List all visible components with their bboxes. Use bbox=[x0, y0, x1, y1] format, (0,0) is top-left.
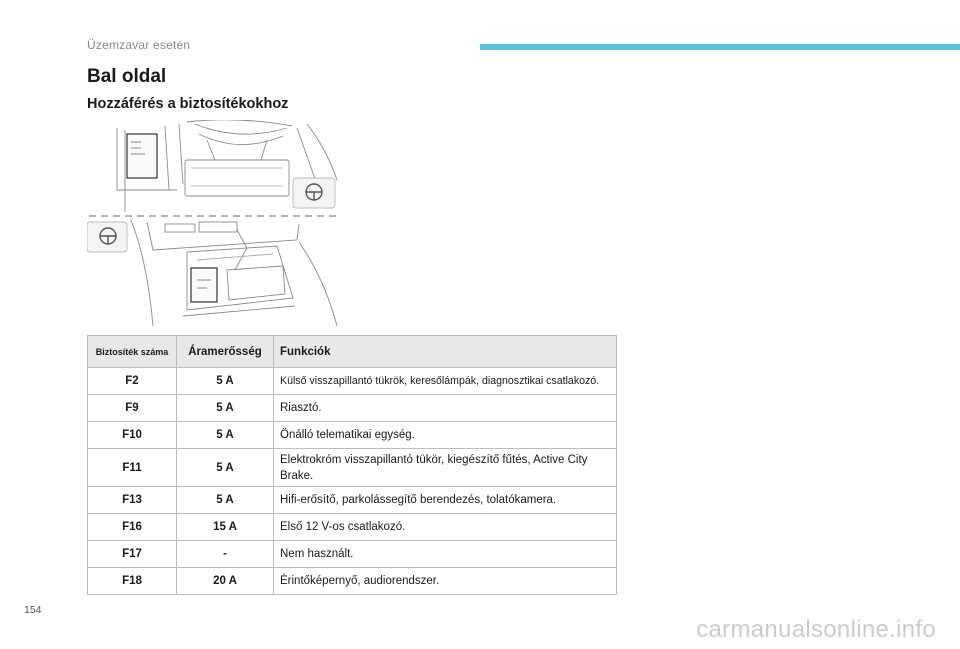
table-row bbox=[88, 422, 617, 449]
fuse-amperage: 15 A bbox=[177, 514, 274, 541]
table-row bbox=[88, 449, 617, 487]
table-header-row bbox=[88, 336, 617, 368]
fuse-amperage: 5 A bbox=[177, 449, 274, 487]
watermark-link[interactable]: carmanualsonline.info bbox=[696, 616, 936, 643]
fuse-amperage: 5 A bbox=[177, 487, 274, 514]
fuse-amperage: - bbox=[177, 541, 274, 568]
fuse-functions: Hifi-erősítő, parkolássegítő berendezés, tolatókamera. bbox=[274, 487, 617, 514]
header-fuse-number: Biztosíték száma bbox=[88, 336, 177, 368]
fuse-number: F17 bbox=[88, 541, 177, 568]
fuse-functions: Külső visszapillantó tükrök, keresőlámpák, diagnosztikai csatlakozó. bbox=[274, 368, 617, 395]
fuse-amperage: 20 A bbox=[177, 568, 274, 595]
fuse-amperage: 5 A bbox=[177, 368, 274, 395]
fuse-number: F11 bbox=[88, 449, 177, 487]
header-amperage: Áramerősség bbox=[177, 336, 274, 368]
fuse-functions: Első 12 V-os csatlakozó. bbox=[274, 514, 617, 541]
header-functions: Funkciók bbox=[274, 336, 617, 368]
table-row bbox=[88, 568, 617, 595]
fuse-functions: Érintőképernyő, audiorendszer. bbox=[274, 568, 617, 595]
fuse-functions: Nem használt. bbox=[274, 541, 617, 568]
fuse-functions: Riasztó. bbox=[274, 395, 617, 422]
fuse-amperage: 5 A bbox=[177, 395, 274, 422]
fuse-number: F16 bbox=[88, 514, 177, 541]
fuse-functions: Elektrokróm visszapillantó tükör, kiegészítő fűtés, Active City Brake. bbox=[274, 449, 617, 487]
fuse-table bbox=[87, 335, 617, 595]
fuse-number: F18 bbox=[88, 568, 177, 595]
fuse-number: F9 bbox=[88, 395, 177, 422]
table-row bbox=[88, 514, 617, 541]
table-row bbox=[88, 487, 617, 514]
table-row bbox=[88, 368, 617, 395]
page-subtitle: Hozzáférés a biztosítékokhoz bbox=[87, 96, 289, 112]
fuse-number: F2 bbox=[88, 368, 177, 395]
fuse-amperage: 5 A bbox=[177, 422, 274, 449]
fuse-number: F10 bbox=[88, 422, 177, 449]
fuse-access-illustration bbox=[87, 120, 343, 328]
fuse-functions: Önálló telematikai egység. bbox=[274, 422, 617, 449]
table-row bbox=[88, 395, 617, 422]
table-row bbox=[88, 541, 617, 568]
header-accent-bar bbox=[480, 44, 960, 50]
fuse-number: F13 bbox=[88, 487, 177, 514]
page-number: 154 bbox=[24, 604, 42, 616]
section-label: Üzemzavar esetén bbox=[87, 38, 191, 52]
page-title: Bal oldal bbox=[87, 66, 167, 87]
